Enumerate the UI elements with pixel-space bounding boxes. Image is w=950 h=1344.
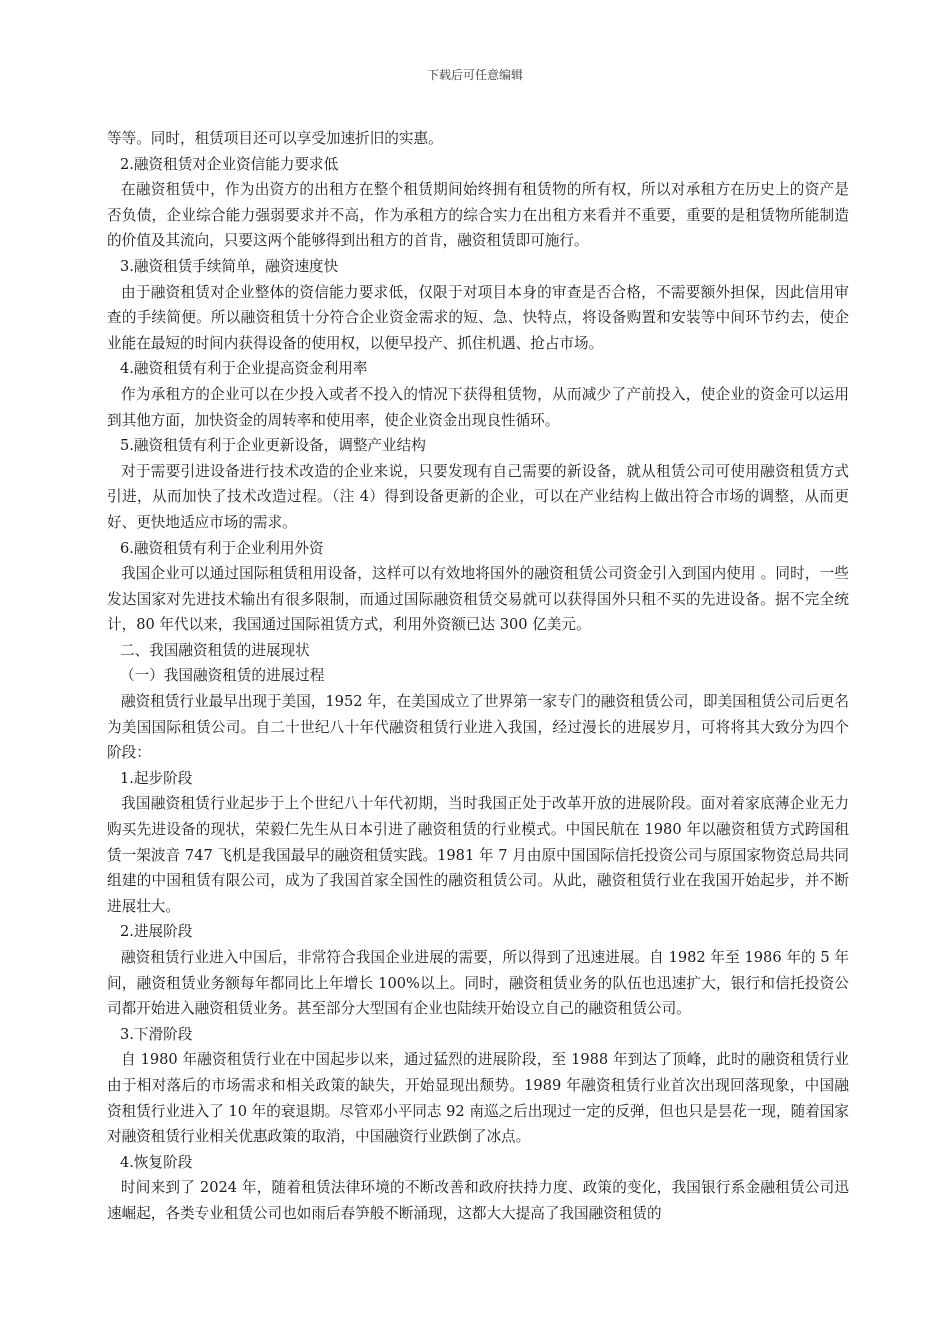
paragraph: 我国融资租赁行业起步于上个世纪八十年代初期，当时我国正处于改革开放的进展阶段。面对着家底薄企业无力购买先进设备的现状，荣毅仁先生从日本引进了融资租赁的行业模式。中国民航在 1980 年以融资租赁方式跨国租赁一架波音 747 飞机是我国最早的融资租赁实践。1981 年 7 月由原中国国际信托投资公司与原国家物资总局共同组建的中国租赁有限公司，成为了我国首家全国性的融资租赁公司。从此，融资租赁行业在我国开始起步，并不断进展壮大。	[107, 795, 849, 915]
page-header: 下载后可任意编辑	[426, 68, 523, 82]
paragraph: 在融资租赁中，作为出资方的出租方在整个租赁期间始终拥有租赁物的所有权，所以对承租方在历史上的资产是否负债，企业综合能力强弱要求并不高，作为承租方的综合实力在出租方来看并不重要，重要的是租赁物所能制造的价值及其流向，只要这两个能够得到出租方的首肯，融资租赁即可施行。	[107, 181, 849, 250]
section-heading: 3.下滑阶段	[120, 1025, 193, 1043]
section-heading: 5.融资租赁有利于企业更新设备，调整产业结构	[120, 437, 426, 455]
paragraph: 对于需要引进设备进行技术改造的企业来说，只要发现有自己需要的新设备，就从租赁公司可使用融资租赁方式引进，从而加快了技术改造过程。（注 4）得到设备更新的企业，可以在产业结构上做出符合市场的调整，从而更好、更快地适应市场的需求。	[107, 462, 849, 531]
paragraph: 由于融资租赁对企业整体的资信能力要求低，仅限于对项目本身的审查是否合格，不需要额外担保，因此信用审查的手续简便。所以融资租赁十分符合企业资金需求的短、急、快特点，将设备购置和安装等中间环节约去，使企业能在最短的时间内获得设备的使用权，以便早投产、抓住机遇、抢占市场。	[107, 283, 849, 352]
paragraph: 作为承租方的企业可以在少投入或者不投入的情况下获得租赁物，从而减少了产前投入，使企业的资金可以运用到其他方面，加快资金的周转率和使用率，使企业资金出现良性循环。	[107, 385, 849, 429]
paragraph: 时间来到了 2024 年，随着租赁法律环境的不断改善和政府扶持力度、政策的变化，我国银行系金融租赁公司迅速崛起，各类专业租赁公司也如雨后春笋般不断涌现，这都大大提高了我国融资租赁的	[107, 1179, 849, 1222]
paragraph: 自 1980 年融资租赁行业在中国起步以来，通过猛烈的进展阶段，至 1988 年到达了顶峰，此时的融资租赁行业由于相对落后的市场需求和相关政策的缺失，开始显现出颓势。1989 年融资租赁行业首次出现回落现象，中国融资租赁行业进入了 10 年的衰退期。尽管邓小平同志 92 南巡之后出现过一定的反弹，但也只是昙花一现，随着国家对融资租赁行业相关优惠政策的取消，中国融资行业跌倒了冰点。	[107, 1051, 849, 1146]
section-heading: 4.恢复阶段	[120, 1153, 193, 1171]
paragraph: 等等。同时，租赁项目还可以享受加速折旧的实惠。	[107, 130, 443, 147]
paragraph: 我国企业可以通过国际租赁租用设备，这样可以有效地将国外的融资租赁公司资金引入到国内使用 。同时，一些发达国家对先进技术输出有很多限制，而通过国际融资租赁交易就可以获得国外只租不买的先进设备。据不完全统计，80 年代以来，我国通过国际祖赁方式，利用外资额已达 300 亿美元。	[107, 565, 849, 634]
paragraph: 融资租赁行业最早出现于美国，1952 年，在美国成立了世界第一家专门的融资租赁公司，即美国租赁公司后更名为美国国际租赁公司。自二十世纪八十年代融资租赁行业进入我国，经过漫长的进展岁月，可将将其大致分为四个阶段：	[107, 693, 849, 762]
section-heading: 2.进展阶段	[120, 923, 193, 941]
section-heading: 3.融资租赁手续简单，融资速度快	[120, 257, 339, 275]
section-heading: 4.融资租赁有利于企业提高资金利用率	[120, 360, 368, 378]
chapter-heading: 二、我国融资租赁的进展现状	[120, 641, 310, 659]
section-heading: 2.融资租赁对企业资信能力要求低	[120, 155, 339, 173]
paragraph: 融资租赁行业进入中国后，非常符合我国企业进展的需要，所以得到了迅速进展。自 1982 年至 1986 年的 5 年间，融资租赁业务额每年都同比上年增长 100%以上。同时，融资租赁业务的队伍也迅速扩大，银行和信托投资公司都开始进入融资租赁业务。甚至部分大型国有企业也陆续开始设立自己的融资租赁公司。	[107, 949, 849, 1018]
document-body	[107, 126, 849, 1227]
subchapter-heading: （一）我国融资租赁的进展过程	[120, 667, 325, 685]
section-heading: 1.起步阶段	[120, 769, 193, 787]
section-heading: 6.融资租赁有利于企业利用外资	[120, 539, 324, 557]
